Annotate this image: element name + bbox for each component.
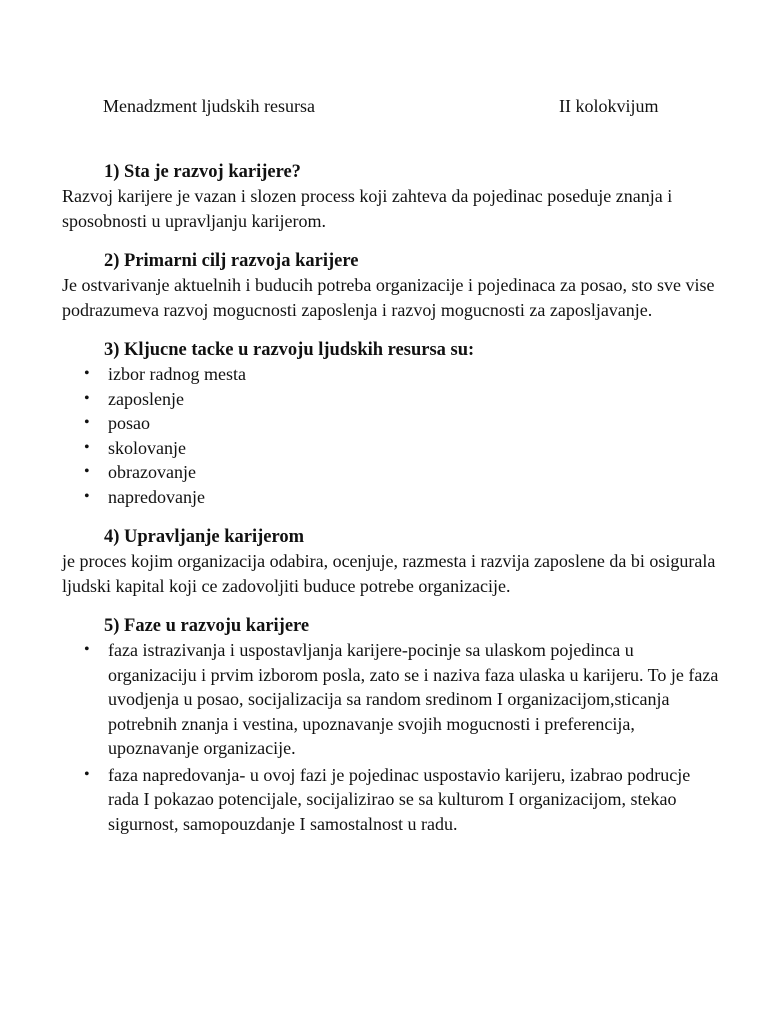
- list-item-text: skolovanje: [108, 437, 186, 458]
- list-item: [62, 436, 722, 461]
- bullet-icon: •: [84, 463, 90, 480]
- list-item-text: obrazovanje: [108, 462, 196, 482]
- section-1: [62, 160, 722, 233]
- section-text: je proces kojim organizacija odabira, ocenjuje, razmesta i razvija zaposlene da bi osigurala ljudski kapital koji ce zadovoljiti buduce potrebe organizacije.: [62, 551, 716, 596]
- list-item: [62, 638, 722, 761]
- section-heading: 5) Faze u razvoju karijere: [104, 616, 310, 636]
- document-body: [62, 160, 722, 852]
- list-item: [62, 362, 722, 387]
- bullet-icon: •: [84, 438, 90, 456]
- page-header: [0, 94, 768, 118]
- list-item-text: faza istrazivanja i uspostavljanja karijere-pocinje sa ulaskom pojedinca u organizaciju i prvim izborom posla, zato se i naziva faza ulaska u karijeru. To je faza uvodjenja u posao, socijalizacija sa random sredinom I organizacijom,sticanja potrebnih znanja i vestina, upoznavanje svojih mogucnosti i preferencija, upoznavanje organizacije.: [108, 640, 719, 758]
- bullet-icon: •: [84, 414, 90, 431]
- section-text: Razvoj karijere je vazan i slozen process koji zahteva da pojedinac poseduje znanja i sposobnosti u upravljanju karijerom.: [62, 186, 673, 231]
- section-4: [62, 525, 722, 598]
- list-item: [62, 763, 722, 837]
- list-item: [62, 411, 722, 436]
- list-item-text: posao: [108, 413, 150, 433]
- section-heading: 2) Primarni cilj razvoja karijere: [104, 251, 359, 271]
- bullet-icon: •: [84, 487, 90, 505]
- list-item: [62, 485, 722, 510]
- bullet-icon: •: [84, 389, 90, 407]
- bullet-icon: •: [84, 365, 90, 382]
- list-item: [62, 460, 722, 485]
- section-text: Je ostvarivanje aktuelnih i buducih potreba organizacije i pojedinaca za posao, sto sve vise podrazumeva razvoj mogucnosti zaposlenja i razvoj mogucnosti za zaposljavanje.: [62, 275, 715, 320]
- list-item-text: zaposlenje: [108, 388, 184, 409]
- section-heading: 4) Upravljanje karijerom: [104, 527, 305, 547]
- course-title: Menadzment ljudskih resursa: [103, 96, 315, 116]
- list-item: [62, 387, 722, 412]
- bullet-list: [62, 362, 722, 509]
- list-item-text: napredovanje: [108, 486, 205, 507]
- section-heading: 1) Sta je razvoj karijere?: [104, 162, 301, 182]
- section-5: [62, 614, 722, 836]
- section-2: [62, 249, 722, 322]
- list-item-text: faza napredovanja- u ovoj fazi je pojedinac uspostavio karijeru, izabrao podrucje rada I pokazao potencijale, socijalizirao se sa kulturom I organizacijom, stekao sigurnost, samopouzdanje I samostalnost u radu.: [108, 764, 691, 834]
- bullet-list: [62, 638, 722, 836]
- section-3: [62, 338, 722, 509]
- list-item-text: izbor radnog mesta: [108, 364, 246, 384]
- exam-label: II kolokvijum: [559, 96, 659, 116]
- bullet-icon: •: [84, 765, 90, 783]
- section-heading: 3) Kljucne tacke u razvoju ljudskih resursa su:: [104, 340, 475, 360]
- bullet-icon: •: [84, 641, 90, 658]
